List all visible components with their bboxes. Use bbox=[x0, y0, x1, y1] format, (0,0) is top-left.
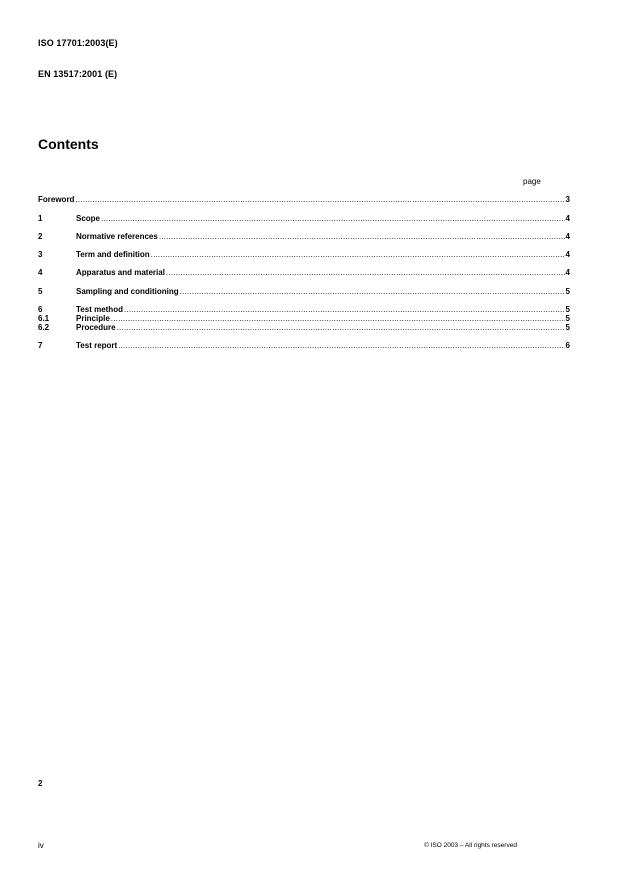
toc-entry-title: Test report bbox=[76, 341, 118, 350]
toc-entry-sampling-and-conditioning[interactable] bbox=[38, 286, 570, 297]
footer-copyright: © ISO 2003 – All rights reserved bbox=[424, 842, 517, 849]
toc-entry-number: 6 bbox=[38, 305, 43, 314]
toc-entry-number: 7 bbox=[38, 341, 43, 350]
toc-dot-leader bbox=[151, 249, 565, 260]
toc-entry-title: Normative references bbox=[76, 232, 158, 241]
toc-entry-test-report[interactable] bbox=[38, 340, 570, 351]
toc-entry-title: Term and definition bbox=[76, 250, 150, 259]
toc-entry-page: 5 bbox=[565, 305, 570, 314]
toc-entry-term-and-definition[interactable] bbox=[38, 249, 570, 260]
toc-entry-page: 4 bbox=[565, 268, 570, 277]
toc-entry-page: 4 bbox=[565, 214, 570, 223]
en-document-id: EN 13517:2001 (E) bbox=[38, 69, 118, 79]
toc-entry-scope[interactable] bbox=[38, 213, 570, 224]
toc-entry-page: 5 bbox=[565, 314, 570, 323]
toc-entry-page: 4 bbox=[565, 232, 570, 241]
toc-dot-leader bbox=[118, 340, 564, 351]
toc-entry-procedure[interactable] bbox=[38, 322, 570, 333]
toc-dot-leader bbox=[75, 194, 564, 205]
toc-entry-number: 6.1 bbox=[38, 314, 50, 323]
toc-dot-leader bbox=[166, 267, 565, 278]
contents-heading: Contents bbox=[38, 136, 99, 152]
toc-entry-page: 5 bbox=[565, 287, 570, 296]
footer-roman-page: iv bbox=[38, 841, 44, 850]
toc-dot-leader bbox=[180, 286, 565, 297]
toc-entry-title: Procedure bbox=[76, 323, 116, 332]
toc-entry-title: Foreword bbox=[38, 195, 75, 204]
toc-entry-title: Principle bbox=[76, 314, 110, 323]
toc-entry-apparatus-and-material[interactable] bbox=[38, 267, 570, 278]
toc-entry-foreword[interactable] bbox=[38, 194, 570, 205]
page-number: 2 bbox=[38, 779, 43, 788]
toc-dot-leader bbox=[159, 231, 565, 242]
toc-dot-leader bbox=[101, 213, 565, 224]
page-column-label: page bbox=[523, 177, 541, 186]
toc-entry-number: 5 bbox=[38, 287, 43, 296]
iso-document-id: ISO 17701:2003(E) bbox=[38, 38, 118, 48]
toc-entry-number: 4 bbox=[38, 268, 43, 277]
toc-dot-leader bbox=[117, 322, 565, 333]
toc-entry-page: 3 bbox=[565, 195, 570, 204]
toc-entry-title: Scope bbox=[76, 214, 101, 223]
toc-entry-title: Apparatus and material bbox=[76, 268, 165, 277]
toc-entry-page: 6 bbox=[565, 341, 570, 350]
toc-entry-page: 5 bbox=[565, 323, 570, 332]
toc-entry-number: 3 bbox=[38, 250, 43, 259]
toc-entry-number: 1 bbox=[38, 214, 43, 223]
toc-entry-number: 6.2 bbox=[38, 323, 50, 332]
toc-entry-normative-references[interactable] bbox=[38, 231, 570, 242]
toc-entry-title: Test method bbox=[76, 305, 123, 314]
toc-entry-title: Sampling and conditioning bbox=[76, 287, 179, 296]
toc-entry-number: 2 bbox=[38, 232, 43, 241]
toc-entry-page: 4 bbox=[565, 250, 570, 259]
